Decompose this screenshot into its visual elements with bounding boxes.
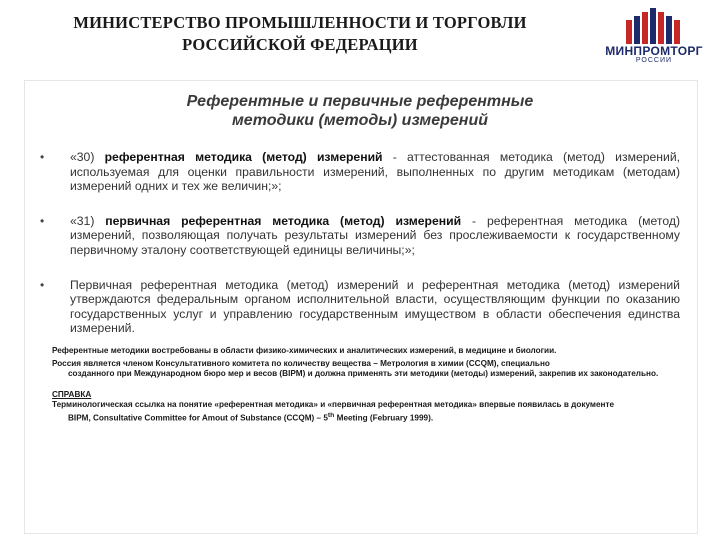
definition-text: - аттестованная методика (метод) измерений, используемая для оценки правильности измерений, выполненных по другим методикам (методам) измерений одних и тех же величин;»; — [70, 150, 681, 194]
definition-item-30 — [40, 150, 680, 194]
logo-text: МИНПРОМТОРГ — [605, 44, 703, 58]
reference-text — [52, 400, 682, 424]
logo-subtext: РОССИИ — [635, 57, 673, 64]
note-membership-cont: созданного при Международном бюро мер и весов (BIPM) и должна применять эти методики (методы) измерений, закрепив их законодательно. — [68, 369, 659, 378]
item-prefix: «30) — [70, 150, 105, 164]
emblem-bar-1 — [626, 20, 632, 44]
ministry-logo — [596, 6, 712, 66]
emblem-bar-5 — [658, 12, 664, 44]
emblem-bar-2 — [634, 16, 640, 44]
reference-cont — [52, 411, 682, 424]
ministry-emblem-icon — [596, 6, 712, 46]
emblem-bar-7 — [674, 20, 680, 44]
definition-list — [40, 150, 680, 336]
reference-sup: th — [327, 411, 335, 419]
definition-text: - референтная методика (метод) измерений, позволяющая получать результаты измерений без прослеживаемости к государственному первичному эталону соответствующей единицы величины;»; — [70, 213, 681, 257]
ministry-title-line2: РОССИЙСКОЙ ФЕДЕРАЦИИ — [182, 35, 418, 54]
emblem-bar-3 — [642, 12, 648, 44]
bullet-marker: • — [40, 277, 45, 292]
defined-term: первичная референтная методика (метод) измерений — [105, 213, 462, 228]
approval-text: Первичная референтная методика (метод) измерений и референтная методика (метод) измерений утверждаются федеральным органом исполнительной власти, осуществляющим функции по оказанию государственных услуг и управлению государственным имуществом в области обеспечения единства измерений. — [70, 277, 680, 336]
ministry-title — [60, 12, 540, 56]
defined-term: референтная методика (метод) измерений — [104, 150, 383, 164]
note-membership — [52, 359, 682, 380]
definition-item-31 — [40, 214, 680, 258]
reference-label: СПРАВКА — [52, 389, 92, 399]
reference-cont-b: Meeting (February 1999). — [334, 413, 434, 423]
note-membership-start: Россия является членом Консультативного комитета по количеству вещества – Метрология в химии (CCQM), специально — [52, 358, 550, 368]
header — [0, 0, 720, 72]
slide-title-line2: методики (методы) измерений — [231, 112, 489, 129]
slide-title-line1: Референтные и первичные референтные — [186, 93, 534, 110]
bullet-marker: • — [40, 213, 45, 228]
reference-start: Терминологическая ссылка на понятие «референтная методика» и «первичная референтная методика» впервые появилась в документе — [52, 400, 615, 409]
slide-title — [120, 92, 600, 130]
bullet-marker: • — [40, 150, 45, 164]
note-demand: Референтные методики востребованы в области физико-химических и аналитических измерений, в медицине и биологии. — [52, 346, 557, 355]
emblem-bar-4 — [650, 8, 656, 44]
ministry-title-line1: МИНИСТЕРСТВО ПРОМЫШЛЕННОСТИ И ТОРГОВЛИ — [73, 13, 527, 32]
item-prefix: «31) — [70, 213, 106, 228]
emblem-bar-6 — [666, 16, 672, 44]
notes-block — [52, 346, 682, 424]
approval-item — [40, 278, 680, 336]
reference-cont-a: BIPM, Consultative Committee for Amout of Substance (CCQM) – 5 — [68, 413, 328, 423]
